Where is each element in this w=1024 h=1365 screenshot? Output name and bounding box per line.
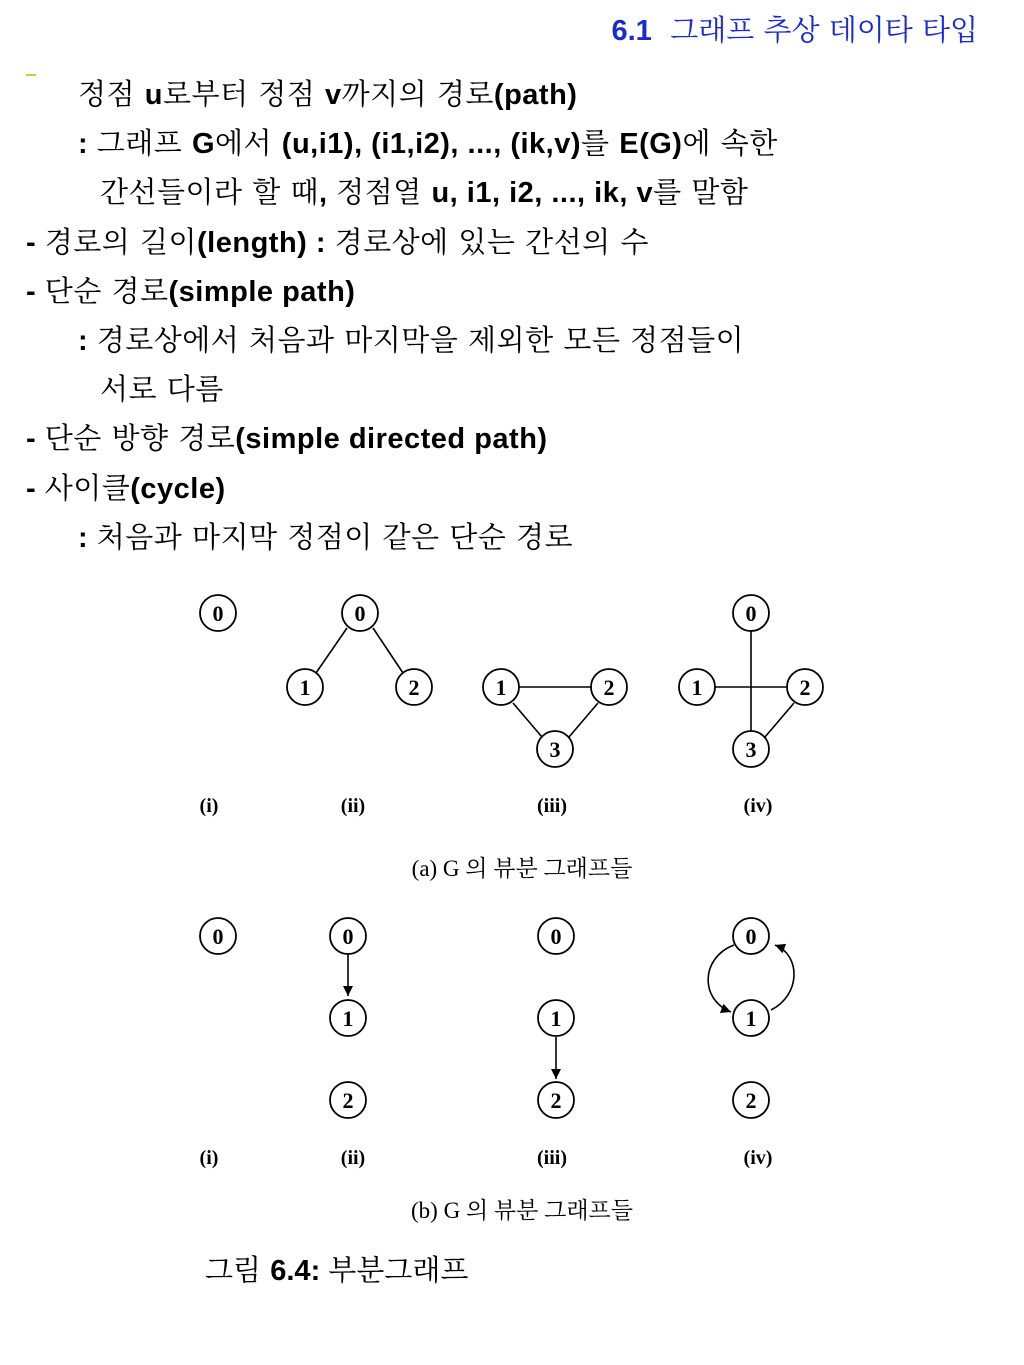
edge-a3-2-3 [569, 703, 598, 737]
node-label: 2 [550, 1088, 562, 1113]
path-description-1: : 그래프 G에서 (u,i1), (i1,i2), ..., (ik,v)를 E(G)에 속한 [78, 126, 778, 160]
edge-b4-1-0 [771, 945, 794, 1010]
path-description-2: 간선들이라 할 때, 정점열 u, i1, i2, ..., ik, v를 말함 [100, 175, 749, 209]
figure-b-caption: (b) G 의 뷰분 그래프들 [411, 1198, 633, 1223]
cycle-definition: - 사이클(cycle) [26, 471, 226, 505]
path-definition: 정점 u로부터 정점 v까지의 경로(path) [78, 77, 578, 111]
node-label: 1 [745, 1006, 757, 1031]
subfigure-label: (i) [199, 1147, 219, 1169]
section-number: 6.1 [611, 15, 652, 47]
subfigure-label: (iii) [537, 1147, 567, 1169]
simple-path-description-2: 서로 다름 [100, 372, 224, 406]
node-label: 2 [603, 675, 615, 700]
node-label: 0 [745, 601, 757, 626]
node-label: 1 [495, 675, 507, 700]
length-definition: - 경로의 길이(length) : 경로상에 있는 간선의 수 [26, 225, 649, 259]
node-label: 2 [342, 1088, 354, 1113]
node-label: 0 [212, 601, 224, 626]
node-label: 0 [212, 924, 224, 949]
cycle-description: : 처음과 마지막 정점이 같은 단순 경로 [78, 520, 574, 554]
subfigure-label: (i) [199, 795, 219, 817]
subfigure-label: (iv) [743, 1147, 773, 1169]
edge-b4-0-1 [708, 945, 734, 1012]
edge-a4-2-3 [765, 703, 794, 737]
subfigure-label: (iii) [537, 795, 567, 817]
figure-caption: 그림 6.4: 부분그래프 [205, 1253, 469, 1287]
subfigure-label: (ii) [340, 795, 366, 817]
node-label: 1 [299, 675, 311, 700]
simple-directed-path-definition: - 단순 방향 경로(simple directed path) [26, 421, 548, 455]
node-label: 3 [549, 737, 561, 762]
node-label: 0 [354, 601, 366, 626]
node-label: 2 [408, 675, 420, 700]
node-label: 2 [799, 675, 811, 700]
node-label: 0 [342, 924, 354, 949]
node-label: 1 [550, 1006, 562, 1031]
edge-a3-1-3 [513, 703, 542, 737]
simple-path-definition: - 단순 경로(simple path) [26, 274, 356, 308]
subfigure-label: (ii) [340, 1147, 366, 1169]
node-label: 0 [745, 924, 757, 949]
node-label: 3 [745, 737, 757, 762]
simple-path-description-1: : 경로상에서 처음과 마지막을 제외한 모든 정점들이 [78, 323, 745, 357]
node-label: 0 [550, 924, 562, 949]
node-label: 1 [691, 675, 703, 700]
edge-a2-0-2 [373, 628, 403, 673]
node-label: 2 [745, 1088, 757, 1113]
subfigure-label: (iv) [743, 795, 773, 817]
section-title-text: 그래프 추상 데이타 타입 [670, 13, 978, 47]
node-label: 1 [342, 1006, 354, 1031]
figure-a-caption: (a) G 의 뷰분 그래프들 [411, 856, 633, 881]
edge-a2-0-1 [316, 628, 347, 673]
